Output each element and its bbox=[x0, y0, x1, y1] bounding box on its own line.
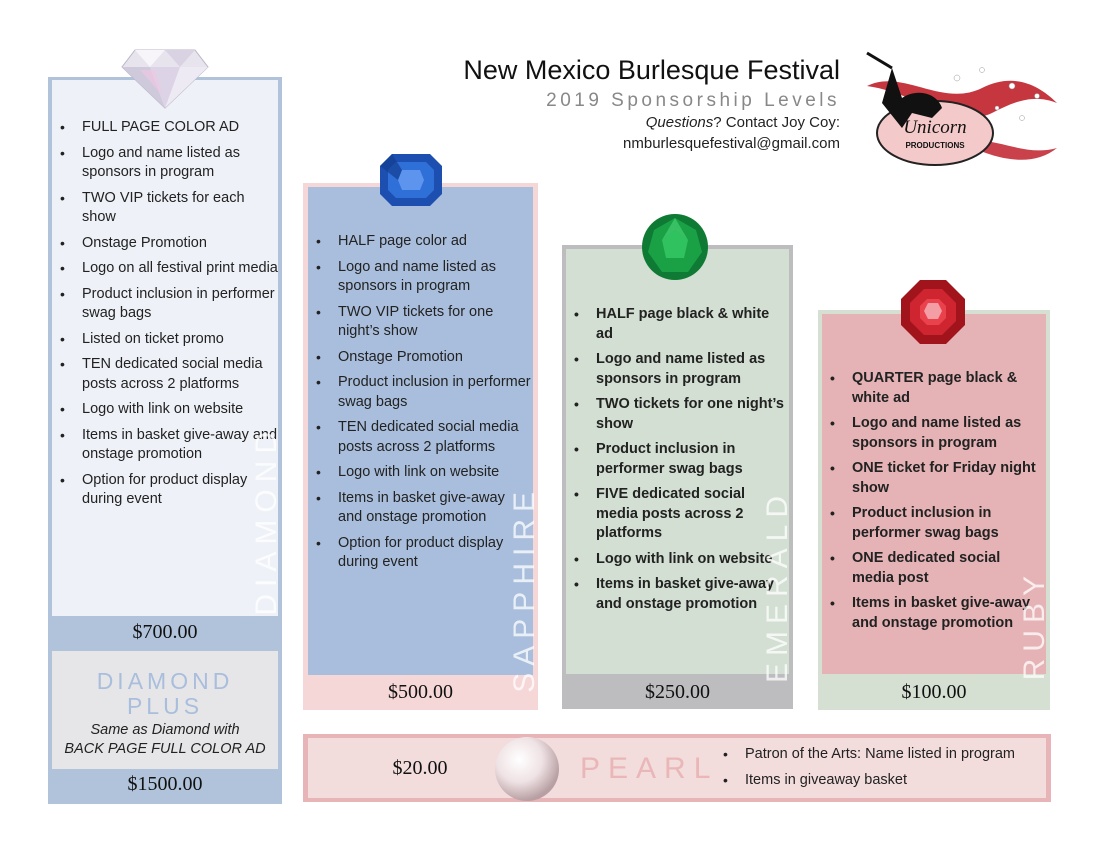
questions-word: Questions bbox=[645, 114, 714, 131]
diamond-benefit-item: • Option for product display during event bbox=[52, 471, 278, 510]
emerald-benefit-item: • FIVE dedicated social media posts across 2 platforms bbox=[566, 485, 789, 544]
diamond-benefit-item: • Onstage Promotion bbox=[52, 234, 278, 254]
emerald-benefit-item: • Product inclusion in performer swag bags bbox=[566, 440, 789, 479]
ruby-benefit-item: • Logo and name listed as sponsors in program bbox=[822, 414, 1046, 453]
emerald-benefits-list bbox=[566, 305, 789, 614]
diamond-price: $700.00 bbox=[132, 621, 198, 643]
ruby-benefit-item: • QUARTER page black & white ad bbox=[822, 369, 1046, 408]
diamond-gem-icon bbox=[120, 45, 210, 110]
sapphire-benefit-item: • Logo and name listed as sponsors in program bbox=[308, 258, 533, 297]
diamond-benefit-item: • Logo and name listed as sponsors in program bbox=[52, 144, 278, 183]
unicorn-productions-logo bbox=[862, 48, 1062, 173]
pearl-price: $20.00 bbox=[392, 757, 448, 779]
sapphire-benefit-item: • Items in basket give-away and onstage promotion bbox=[308, 489, 533, 528]
sapphire-benefit-item: • HALF page color ad bbox=[308, 232, 533, 252]
sapphire-benefit-item: • Logo with link on website bbox=[308, 463, 533, 483]
emerald-tier-label: EMERALD bbox=[761, 489, 794, 684]
diamond-plus-desc-1: Same as Diamond with bbox=[90, 722, 240, 738]
diamond-benefit-item: • Product inclusion in performer swag bags bbox=[52, 285, 278, 324]
diamond-benefit-item: • TEN dedicated social media posts across 2 platforms bbox=[52, 355, 278, 394]
emerald-benefit-item: • Logo and name listed as sponsors in program bbox=[566, 350, 789, 389]
diamond-benefit-item: • Logo with link on website bbox=[52, 400, 278, 420]
pearl-benefit-item: • Patron of the Arts: Name listed in program bbox=[715, 745, 1050, 765]
diamond-plus-label-2: PLUS bbox=[126, 693, 204, 719]
emerald-price: $250.00 bbox=[645, 681, 710, 703]
contact-email[interactable]: nmburlesquefestival@gmail.com bbox=[623, 135, 840, 152]
diamond-benefit-item: • TWO VIP tickets for each show bbox=[52, 189, 278, 228]
page-subtitle: 2019 Sponsorship Levels bbox=[546, 90, 840, 111]
pearl-tier-label: PEARL bbox=[580, 752, 719, 785]
ruby-gem-icon bbox=[898, 277, 968, 347]
sapphire-gem-icon bbox=[378, 152, 444, 208]
sapphire-benefit-item: • Product inclusion in performer swag bags bbox=[308, 373, 533, 412]
diamond-tier-card bbox=[52, 80, 283, 616]
diamond-plus-card bbox=[52, 651, 278, 769]
sapphire-benefit-item: • TEN dedicated social media posts across 2 platforms bbox=[308, 418, 533, 457]
pearl-gem-icon bbox=[493, 735, 561, 803]
diamond-benefits-list bbox=[52, 118, 278, 510]
sapphire-tier-label: SAPPHIRE bbox=[508, 485, 541, 693]
diamond-plus-desc-2: BACK PAGE FULL COLOR AD bbox=[64, 741, 266, 757]
ruby-benefit-item: • ONE ticket for Friday night show bbox=[822, 459, 1046, 498]
diamond-benefit-item: • Listed on ticket promo bbox=[52, 330, 278, 350]
contact-text: ? Contact Joy Coy: bbox=[713, 114, 840, 131]
sapphire-benefit-item: • Onstage Promotion bbox=[308, 348, 533, 368]
emerald-benefit-item: • Logo with link on website bbox=[566, 550, 789, 570]
svg-text:PRODUCTIONS: PRODUCTIONS bbox=[905, 141, 965, 150]
ruby-benefit-item: • Product inclusion in performer swag bags bbox=[822, 504, 1046, 543]
svg-text:Unicorn: Unicorn bbox=[903, 117, 967, 138]
ruby-tier-card bbox=[822, 314, 1051, 681]
ruby-benefit-item: • Items in basket give-away and onstage promotion bbox=[822, 594, 1046, 633]
sapphire-benefit-item: • TWO VIP tickets for one night’s show bbox=[308, 303, 533, 342]
ruby-tier-label: RUBY bbox=[1018, 569, 1051, 681]
diamond-plus-price: $1500.00 bbox=[127, 773, 203, 795]
page-title: New Mexico Burlesque Festival bbox=[463, 55, 840, 85]
ruby-benefit-item: • ONE dedicated social media post bbox=[822, 549, 1046, 588]
diamond-benefit-item: • Logo on all festival print media bbox=[52, 259, 278, 279]
sapphire-benefits-list bbox=[308, 232, 533, 573]
pearl-benefits bbox=[715, 745, 1050, 796]
emerald-benefit-item: • TWO tickets for one night’s show bbox=[566, 395, 789, 434]
ruby-price: $100.00 bbox=[901, 681, 967, 703]
pearl-benefits-list bbox=[715, 745, 1050, 790]
diamond-plus-label-1: DIAMOND bbox=[96, 668, 234, 694]
diamond-benefit-item: • Items in basket give-away and onstage promotion bbox=[52, 426, 278, 465]
emerald-benefit-item: • HALF page black & white ad bbox=[566, 305, 789, 344]
diamond-tier-label: DIAMOND bbox=[250, 425, 283, 616]
ruby-benefits-list bbox=[822, 369, 1046, 633]
emerald-gem-icon bbox=[640, 212, 710, 282]
emerald-tier-card bbox=[566, 249, 794, 684]
sapphire-benefit-item: • Option for product display during event bbox=[308, 534, 533, 573]
pearl-benefit-item: • Items in giveaway basket bbox=[715, 771, 1050, 791]
emerald-benefit-item: • Items in basket give-away and onstage promotion bbox=[566, 575, 789, 614]
contact-info bbox=[380, 112, 840, 154]
sapphire-price: $500.00 bbox=[388, 681, 453, 703]
diamond-benefit-item: • FULL PAGE COLOR AD bbox=[52, 118, 278, 138]
